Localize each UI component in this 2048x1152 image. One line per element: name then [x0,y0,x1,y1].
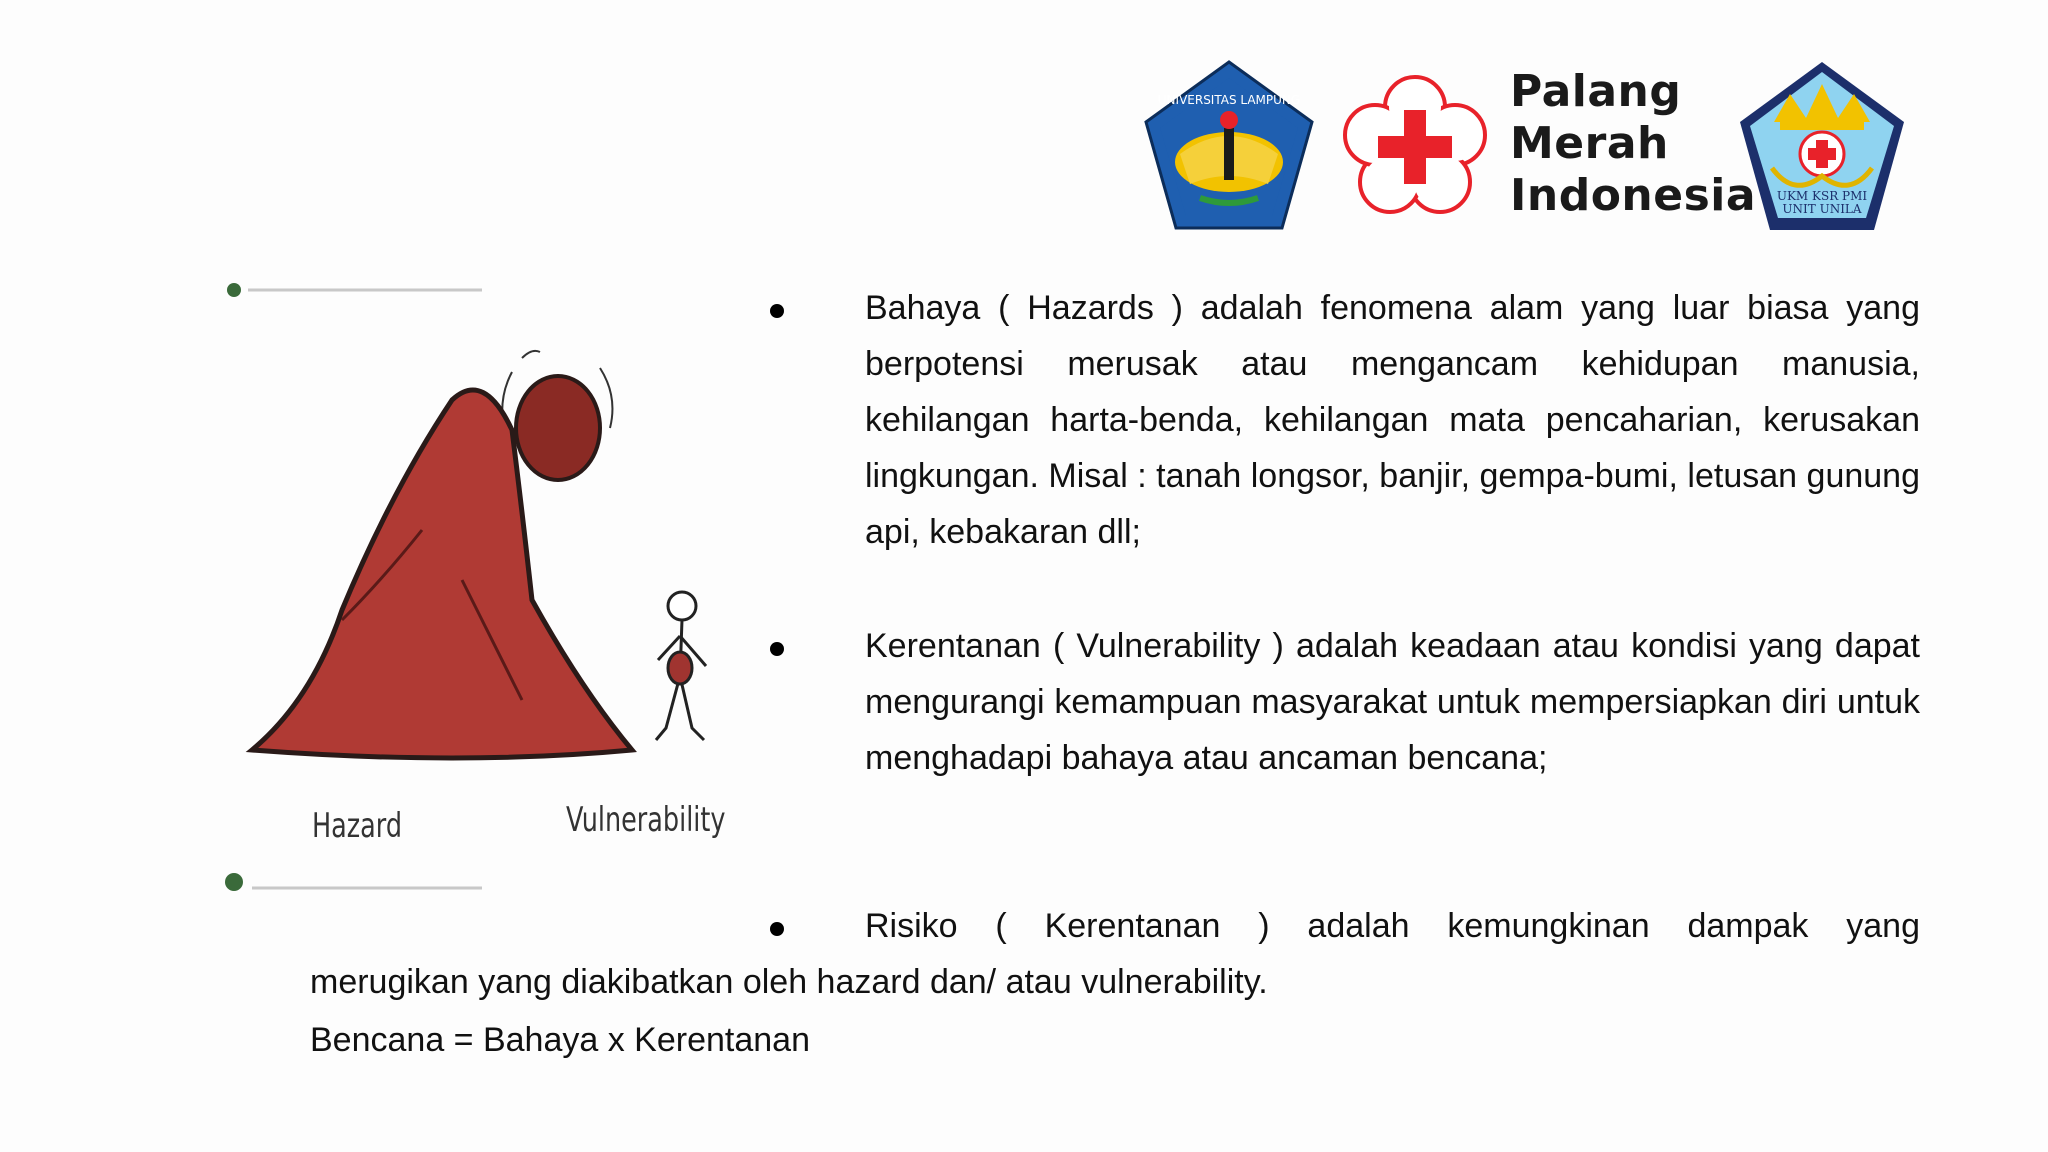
ksr-logo-text-2: UNIT UNILA [1782,202,1862,216]
person-figure [656,592,706,740]
unila-logo-text: UNIVERSITAS LAMPUNG [1157,93,1301,107]
disaster-formula: Bencana = Bahaya x Kerentanan [310,1021,810,1059]
bullet-text-risk [310,898,1920,1010]
bullet-text-vulnerability: Kerentanan ( Vulnerability ) adalah keadaan atau kondisi yang dapat mengurangi kemampuan masyarakat untuk mempersiapkan diri untuk menghadapi bahaya atau ancaman bencana; [865,627,1920,777]
bullet-dot-2 [770,642,784,656]
ksr-pmi-unila-logo [1734,58,1910,236]
pmi-line-2: Merah [1510,118,1669,169]
small-emblem-icon-bottom [225,873,243,891]
falling-rock [516,376,600,480]
hazard-label: Hazard [312,806,403,846]
pmi-line-3: Indonesia [1510,170,1757,221]
vulnerability-label: Vulnerability [566,800,726,840]
bullet-text-hazard: Bahaya ( Hazards ) adalah fenomena alam yang luar biasa yang berpotensi merusak atau mengancam kehidupan manusia, kehilangan harta-benda, kehilangan mata pencaharian, kerusakan lingkungan. Misal : tanah longsor, banjir, gempa-bumi, letusan gunung api, kebakaran dll; [865,289,1920,551]
pmi-line-1: Palang [1510,66,1682,117]
bullet-dot-1 [770,304,784,318]
risk-rest: merugikan yang diakibatkan oleh hazard dan/ atau vulnerability. [310,963,1268,1001]
pmi-red-cross-logo [1340,72,1490,222]
small-emblem-icon [227,283,241,297]
ksr-logo-text-1: UKM KSR PMI [1776,189,1868,203]
pmi-wordmark [1510,66,1756,222]
risk-first-line: Risiko ( Kerentanan ) adalah kemungkinan dampak yang [865,907,1920,945]
universitas-lampung-logo [1140,58,1318,234]
